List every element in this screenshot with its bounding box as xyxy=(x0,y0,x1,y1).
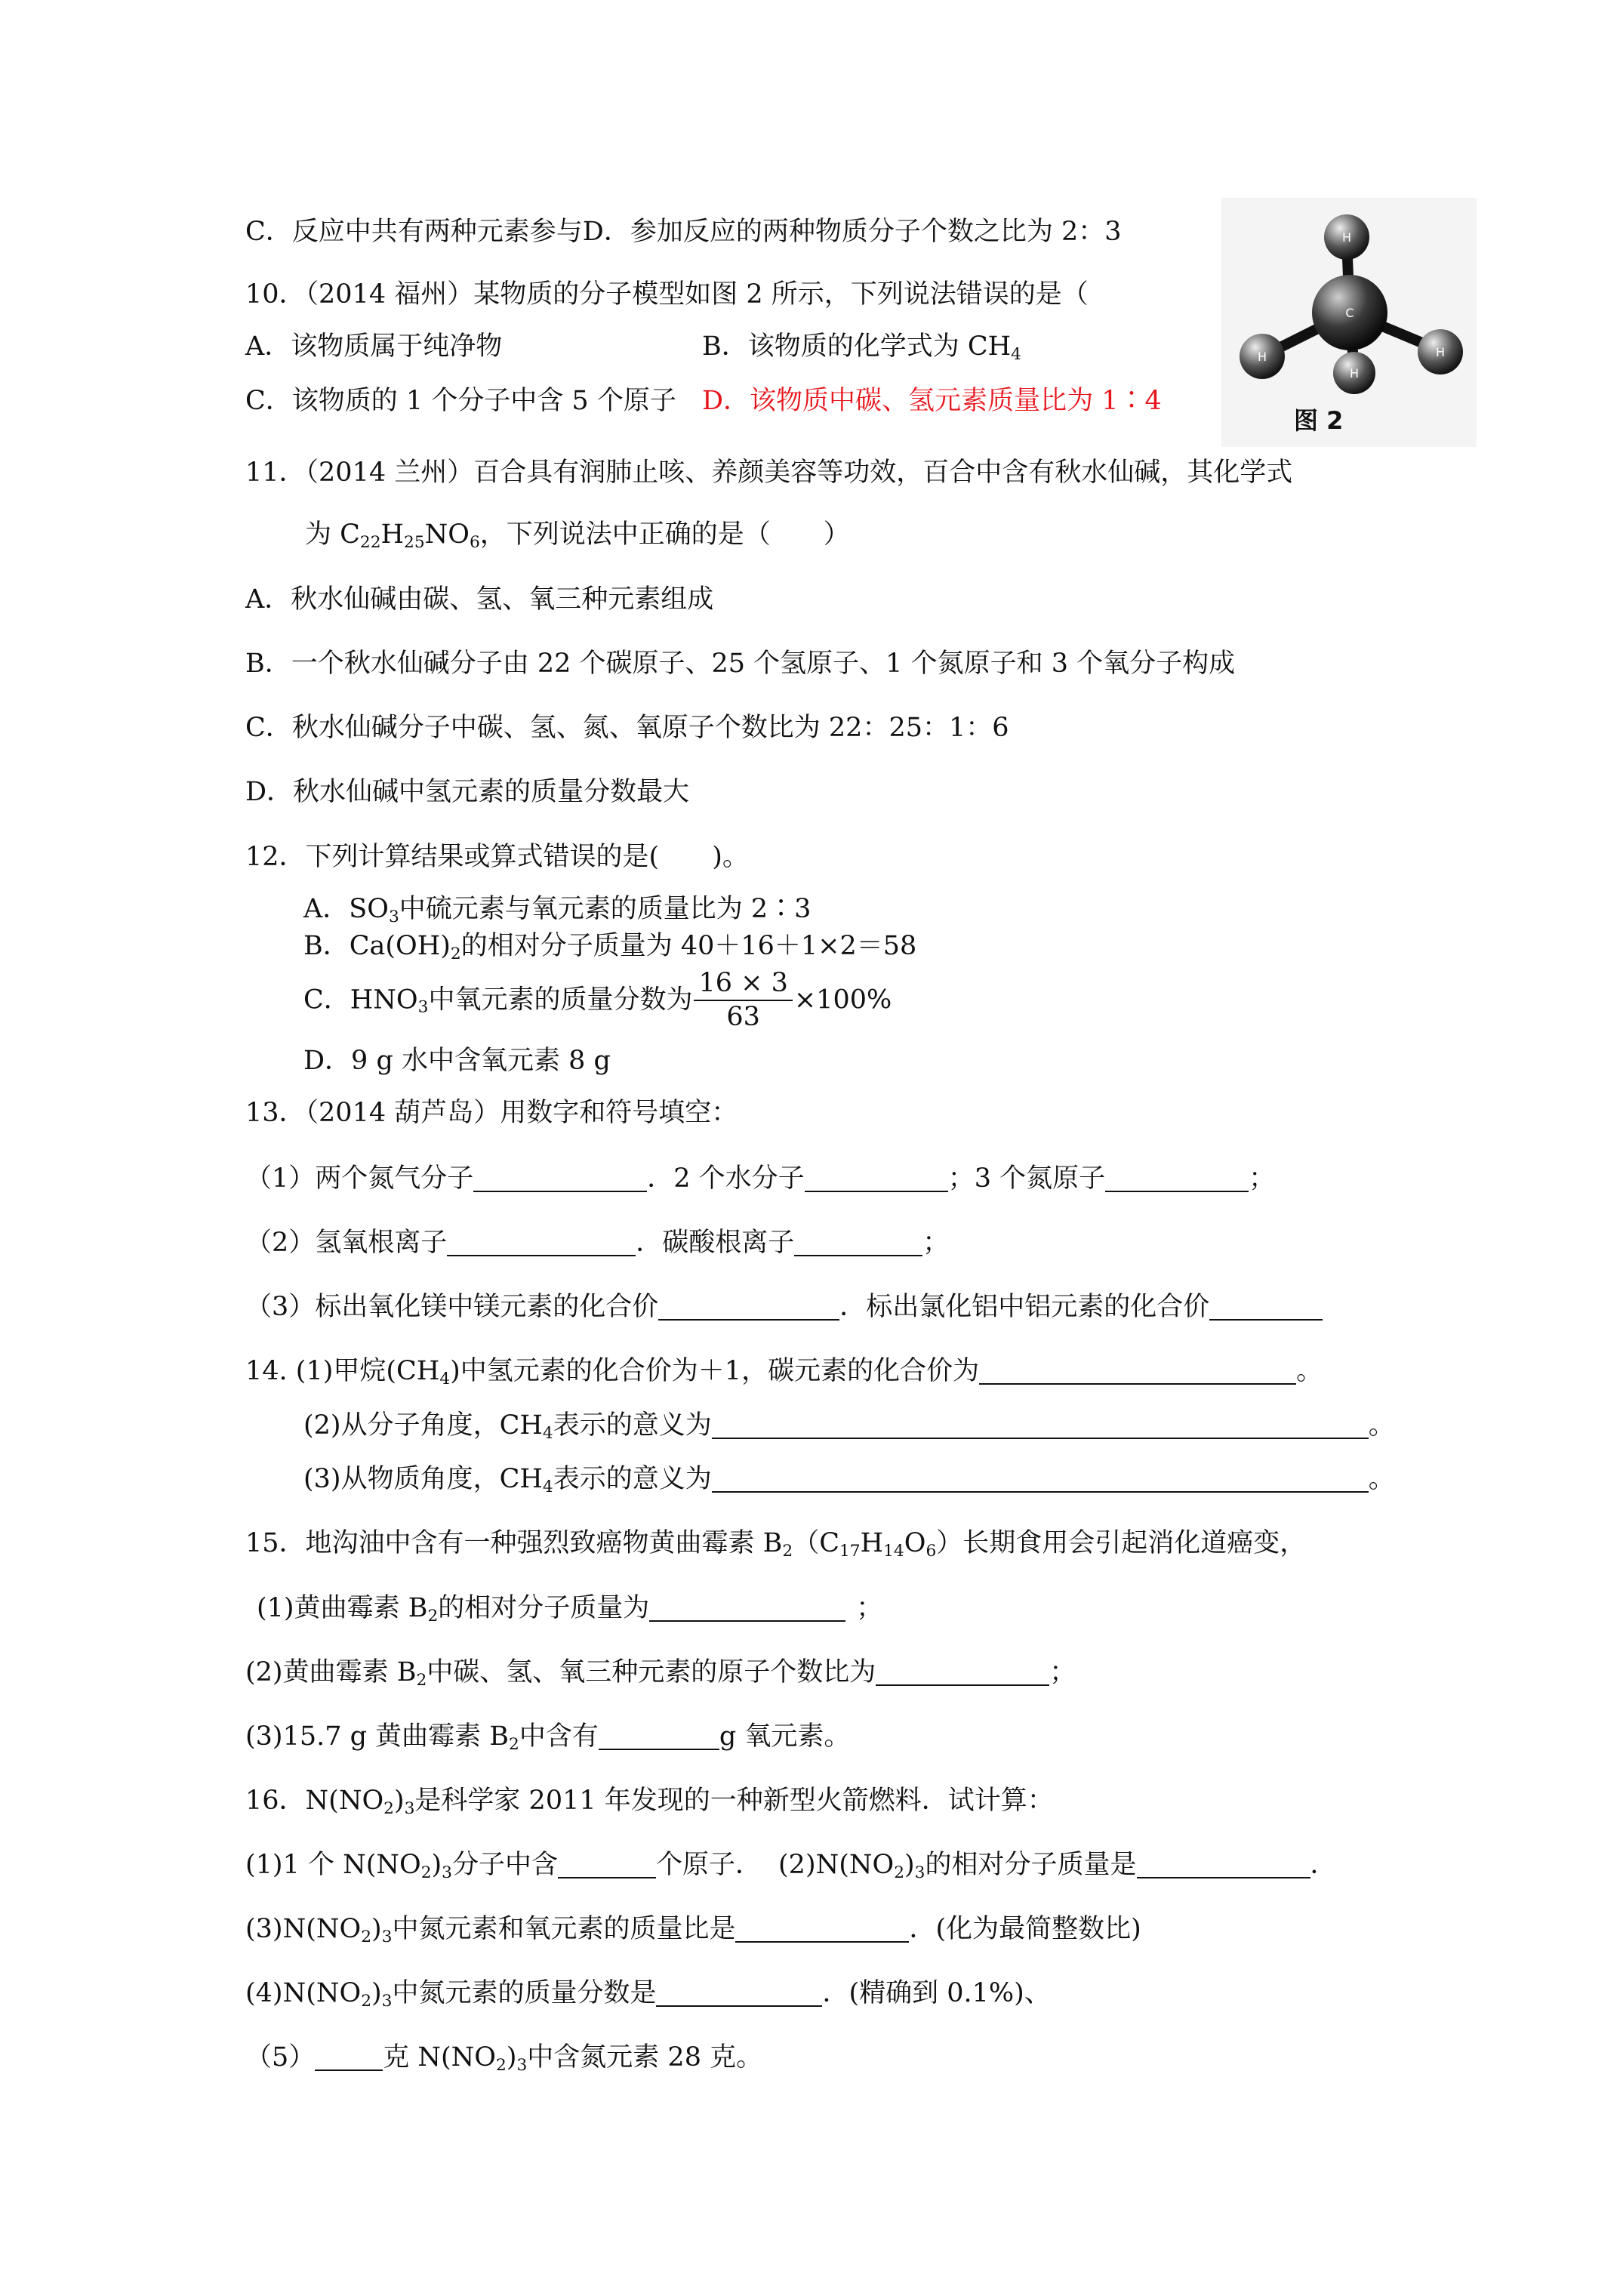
answer-blank[interactable] xyxy=(315,2045,383,2071)
q11-option-c: C．秋水仙碱分子中碳、氢、氮、氧原子个数比为 22：25：1：6 xyxy=(245,713,1009,743)
answer-blank[interactable] xyxy=(649,1596,845,1622)
answer-blank[interactable] xyxy=(658,1295,839,1321)
atom-label-h3: H xyxy=(1435,345,1446,359)
answer-blank[interactable] xyxy=(599,1724,719,1750)
q16-line-1: (1)1 个 $N(NO_2)_3$分子中含 个原子． $(2)N(NO_2)_3$的相对分子质量是 ． xyxy=(245,1850,1337,1883)
q9-option-d: D．参加反应的两种物质分子个数之比为 2：3 xyxy=(582,217,1122,247)
answer-blank[interactable] xyxy=(1209,1295,1323,1321)
q10-option-c: C．该物质的 1 个分子中含 5 个原子 xyxy=(245,386,676,416)
figure-caption: 图 2 xyxy=(1294,406,1344,435)
q11-formula-line: 为 $C_{22}H_{25}NO_6$，下列说法中正确的是（ ） xyxy=(305,519,850,553)
answer-blank[interactable] xyxy=(735,1917,909,1943)
atom-label-h1: H xyxy=(1341,230,1352,245)
q16-line-2: $(3)N(NO_2)_3$中氮元素和氧元素的质量比是 ．(化为最简整数比) xyxy=(245,1914,1141,1947)
answer-blank[interactable] xyxy=(979,1359,1296,1385)
atom-label-c: C xyxy=(1345,306,1354,320)
q9-option-c: C．反应中共有两种元素参与D．参加反应的两种物质分子个数之比为 2：3 xyxy=(245,217,1122,247)
q13-stem: 13．（2014 葫芦岛）用数字和符号填空： xyxy=(245,1098,738,1128)
q11-option-b: B．一个秋水仙碱分子由 22 个碳原子、25 个氢原子、1 个氮原子和 3 个氧分子构成 xyxy=(245,649,1236,679)
q16-line-3: $(4)N(NO_2)_3$中氮元素的质量分数是 ．(精确到 0.1%)、 xyxy=(245,1978,1051,2011)
answer-blank[interactable] xyxy=(656,1981,822,2007)
answer-blank[interactable] xyxy=(712,1467,1369,1493)
q12-option-d: D．9 g 水中含氧元素 8 g xyxy=(303,1046,611,1076)
methane-molecule-figure xyxy=(1221,198,1477,447)
q10-option-a: A．该物质属于纯净物 xyxy=(245,331,503,362)
answer-blank[interactable] xyxy=(1137,1853,1310,1878)
q10-stem: 10．（2014 福州）某物质的分子模型如图 2 所示，下列说法错误的是（ xyxy=(245,279,1089,310)
q15-line-3: (3)15.7 g 黄曲霉素 $B_2$中含有 g 氧元素。 xyxy=(245,1721,851,1755)
q15-stem: 15．地沟油中含有一种强烈致癌物黄曲霉素 $B_2(C_{17}H_{14}O_6)$长期食用会引起消化道癌变， xyxy=(245,1528,1307,1561)
q12-stem: 12．下列计算结果或算式错误的是( )。 xyxy=(245,842,749,872)
q16-line-4: （5） 克 $N(NO_2)_3$中含氮元素 28 克。 xyxy=(245,2042,763,2076)
answer-blank[interactable] xyxy=(473,1166,647,1192)
answer-blank[interactable] xyxy=(447,1231,636,1256)
atom-label-h4: H xyxy=(1349,366,1360,381)
answer-blank[interactable] xyxy=(558,1853,656,1878)
answer-blank[interactable] xyxy=(794,1231,922,1256)
q13-line-2: （2）氢氧根离子 ．碳酸根离子 ； xyxy=(245,1228,950,1258)
answer-blank[interactable] xyxy=(1105,1166,1249,1192)
q11-option-a: A．秋水仙碱由碳、氢、氧三种元素组成 xyxy=(245,584,714,615)
q14-line-2: (2)从分子角度，$CH_4$表示的意义为 。 xyxy=(303,1410,1395,1444)
answer-blank[interactable] xyxy=(805,1166,948,1192)
q11-option-d: D．秋水仙碱中氢元素的质量分数最大 xyxy=(245,777,690,807)
q11-stem: 11．（2014 兰州）百合具有润肺止咳、养颜美容等功效，百合中含有秋水仙碱，其化学式 xyxy=(245,458,1293,488)
q14-line-3: (3)从物质角度，$CH_4$表示的意义为 。 xyxy=(303,1464,1395,1497)
q13-line-3: （3）标出氧化镁中镁元素的化合价 ．标出氯化铝中铝元素的化合价 xyxy=(245,1294,1323,1321)
q15-line-2: (2)黄曲霉素 $B_2$中碳、氢、氧三种元素的原子个数比为 ； xyxy=(245,1657,1076,1690)
atom-label-h2: H xyxy=(1257,350,1267,364)
q15-line-1: (1)黄曲霉素 $B_2$的相对分子质量为 ； xyxy=(257,1593,883,1626)
q10-option-d-answer: D．该物质中碳、氢元素质量比为 1∶4 xyxy=(702,386,1162,416)
q12-option-a: A．$SO_3$中硫元素与氧元素的质量比为 2∶3 xyxy=(303,894,812,927)
q12-option-b: B．$Ca(OH)_2$的相对分子质量为 40＋16＋1×2＝58 xyxy=(303,931,917,964)
q16-stem: 16．$N(NO_2)_3$是科学家 2011 年发现的一种新型火箭燃料．试计算： xyxy=(245,1786,1054,1819)
answer-blank[interactable] xyxy=(712,1413,1369,1439)
q10-option-b: B．该物质的化学式为 $CH_4$ xyxy=(702,331,1021,365)
q13-line-1: （1）两个氮气分子 ．2 个水分子 ；3 个氮原子 ； xyxy=(245,1163,1276,1194)
q14-line-1: 14. (1)甲烷$(CH_4)$中氢元素的化合价为＋1，碳元素的化合价为 。 xyxy=(245,1356,1323,1389)
mass-fraction-formula: $\frac{16 \times 3}{63}$ xyxy=(694,970,792,1031)
answer-blank[interactable] xyxy=(876,1660,1049,1686)
q12-option-c: C．$HNO_3$中氧元素的质量分数为 $\frac{16 \times 3}{63}$ ×100% xyxy=(303,968,892,1032)
